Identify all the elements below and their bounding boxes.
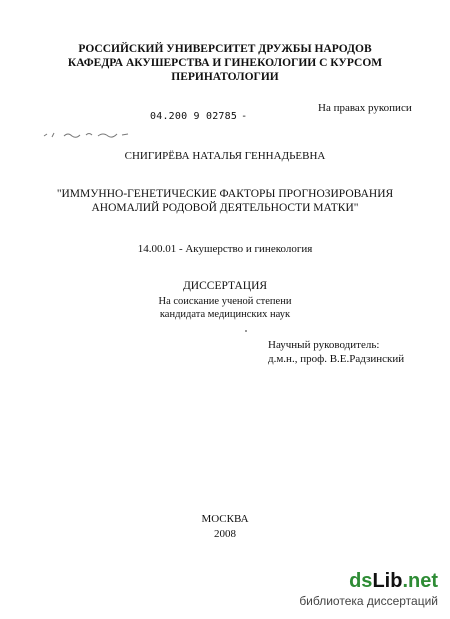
dissertation-title (0, 187, 450, 215)
scan-artifact-scribble (42, 128, 134, 140)
logo-lib: Lib (372, 570, 403, 592)
logo-net: .net (402, 570, 438, 592)
degree-sought (0, 295, 450, 321)
degree-line-2: кандидата медицинских наук (159, 309, 291, 320)
specialty-code: 14.00.01 - Акушерство и гинекология (137, 243, 313, 255)
department-line-1: КАФЕДРА АКУШЕРСТВА И ГИНЕКОЛОГИИ С КУРСОМ (67, 57, 383, 69)
city: МОСКВА (201, 513, 249, 525)
year: 2008 (214, 528, 236, 540)
author-name: СНИГИРЁВА НАТАЛЬЯ ГЕННАДЬЕВНА (124, 150, 326, 162)
university-name: РОССИЙСКИЙ УНИВЕРСИТЕТ ДРУЖБЫ НАРОДОВ (78, 43, 372, 55)
registration-stamp (150, 111, 247, 122)
title-line-2: АНОМАЛИЙ РОДОВОЙ ДЕЯТЕЛЬНОСТИ МАТКИ" (91, 202, 359, 214)
manuscript-note: На правах рукописи (318, 102, 412, 114)
dslib-logo (349, 570, 438, 593)
dslib-watermark (300, 570, 450, 619)
logo-ds: ds (349, 570, 373, 592)
university-header (0, 42, 450, 84)
title-line-1: "ИММУННО-ГЕНЕТИЧЕСКИЕ ФАКТОРЫ ПРОГНОЗИРОВАНИЯ (56, 188, 394, 200)
watermark-caption: библиотека диссертаций (299, 594, 438, 608)
scientific-advisor (268, 338, 404, 366)
place-and-year (0, 512, 450, 542)
advisor-name: д.м.н., проф. В.Е.Радзинский (268, 353, 405, 365)
dissertation-heading: ДИССЕРТАЦИЯ (182, 280, 268, 292)
scan-speck (245, 330, 247, 332)
registration-number: 04.200 9 02785 (150, 111, 238, 122)
department-line-2: ПЕРИНАТОЛОГИИ (171, 71, 279, 83)
degree-line-1: На соискание ученой степени (158, 296, 292, 307)
advisor-label: Научный руководитель: (268, 339, 380, 351)
registration-mark: - (241, 111, 248, 122)
